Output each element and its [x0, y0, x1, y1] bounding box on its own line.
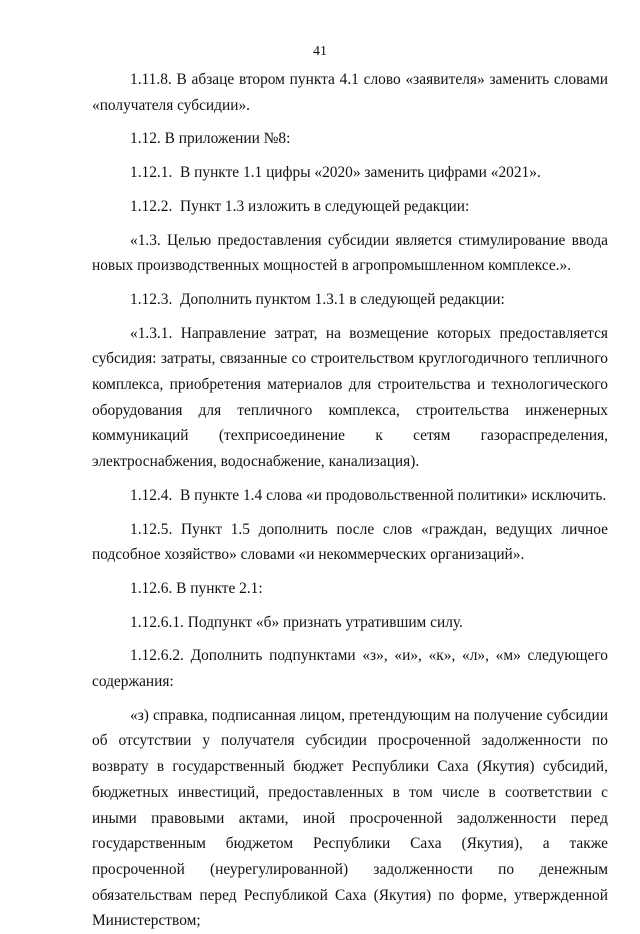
- paragraph-1-12-6-2: 1.12.6.2. Дополнить подпунктами «з», «и», «к», «л», «м» следующего содержания:: [92, 647, 608, 691]
- paragraph-subitem-z: «з) справка, подписанная лицом, претендующим на получение субсидии об отсутствии у получателя субсидии просроченной задолженности по возврату в государственный бюджет Республики Саха (Якутия) субсидий, бюджетных инвестиций, предоставленных в том числе в соответствии с иными правовыми актами, иной просроченной задолженности перед государственным бюджетом Республики Саха (Якутия), а также просроченной (неурегулированной) задолженности по денежным обязательствам перед Республикой Саха (Якутия) по форме, утвержденной Министерством;: [92, 706, 608, 930]
- paragraph-1-12-5: 1.12.5. Пункт 1.5 дополнить после слов «граждан, ведущих личное подсобное хозяйство» словами «и некоммерческих организаций».: [92, 520, 608, 564]
- document-body: [92, 67, 608, 934]
- paragraph-1-12-6-1: 1.12.6.1. Подпункт «б» признать утратившим силу.: [130, 613, 463, 631]
- paragraph-quote-1-3-1: «1.3.1. Направление затрат, на возмещение которых предоставляется субсидия: затраты, связанные со строительством круглогодичного тепличного комплекса, приобретения материалов для строительства и технологического оборудования для тепличного комплекса, строительства инженерных коммуникаций (техприсоединение к сетям газораспределения, электроснабжения, водоснабжение, канализация).: [92, 324, 608, 471]
- paragraph-1-12-3: 1.12.3. Дополнить пунктом 1.3.1 в следующей редакции:: [130, 290, 505, 308]
- paragraph-1-12-4: 1.12.4. В пункте 1.4 слова «и продовольственной политики» исключить.: [130, 486, 607, 504]
- paragraph-1-11-8: 1.11.8. В абзаце втором пункта 4.1 слово «заявителя» заменить словами «получателя субсидии».: [92, 71, 608, 114]
- paragraph-1-12-1: 1.12.1. В пункте 1.1 цифры «2020» заменить цифрами «2021».: [130, 164, 541, 182]
- paragraph-1-12: 1.12. В приложении №8:: [130, 130, 291, 148]
- paragraph-1-12-6: 1.12.6. В пункте 2.1:: [130, 579, 263, 597]
- page-number: 41: [313, 44, 327, 59]
- paragraph-1-12-2: 1.12.2. Пункт 1.3 изложить в следующей редакции:: [130, 197, 470, 215]
- paragraph-quote-1-3: «1.3. Целью предоставления субсидии является стимулирование ввода новых производственных мощностей в агропромышленном комплексе.».: [92, 231, 608, 275]
